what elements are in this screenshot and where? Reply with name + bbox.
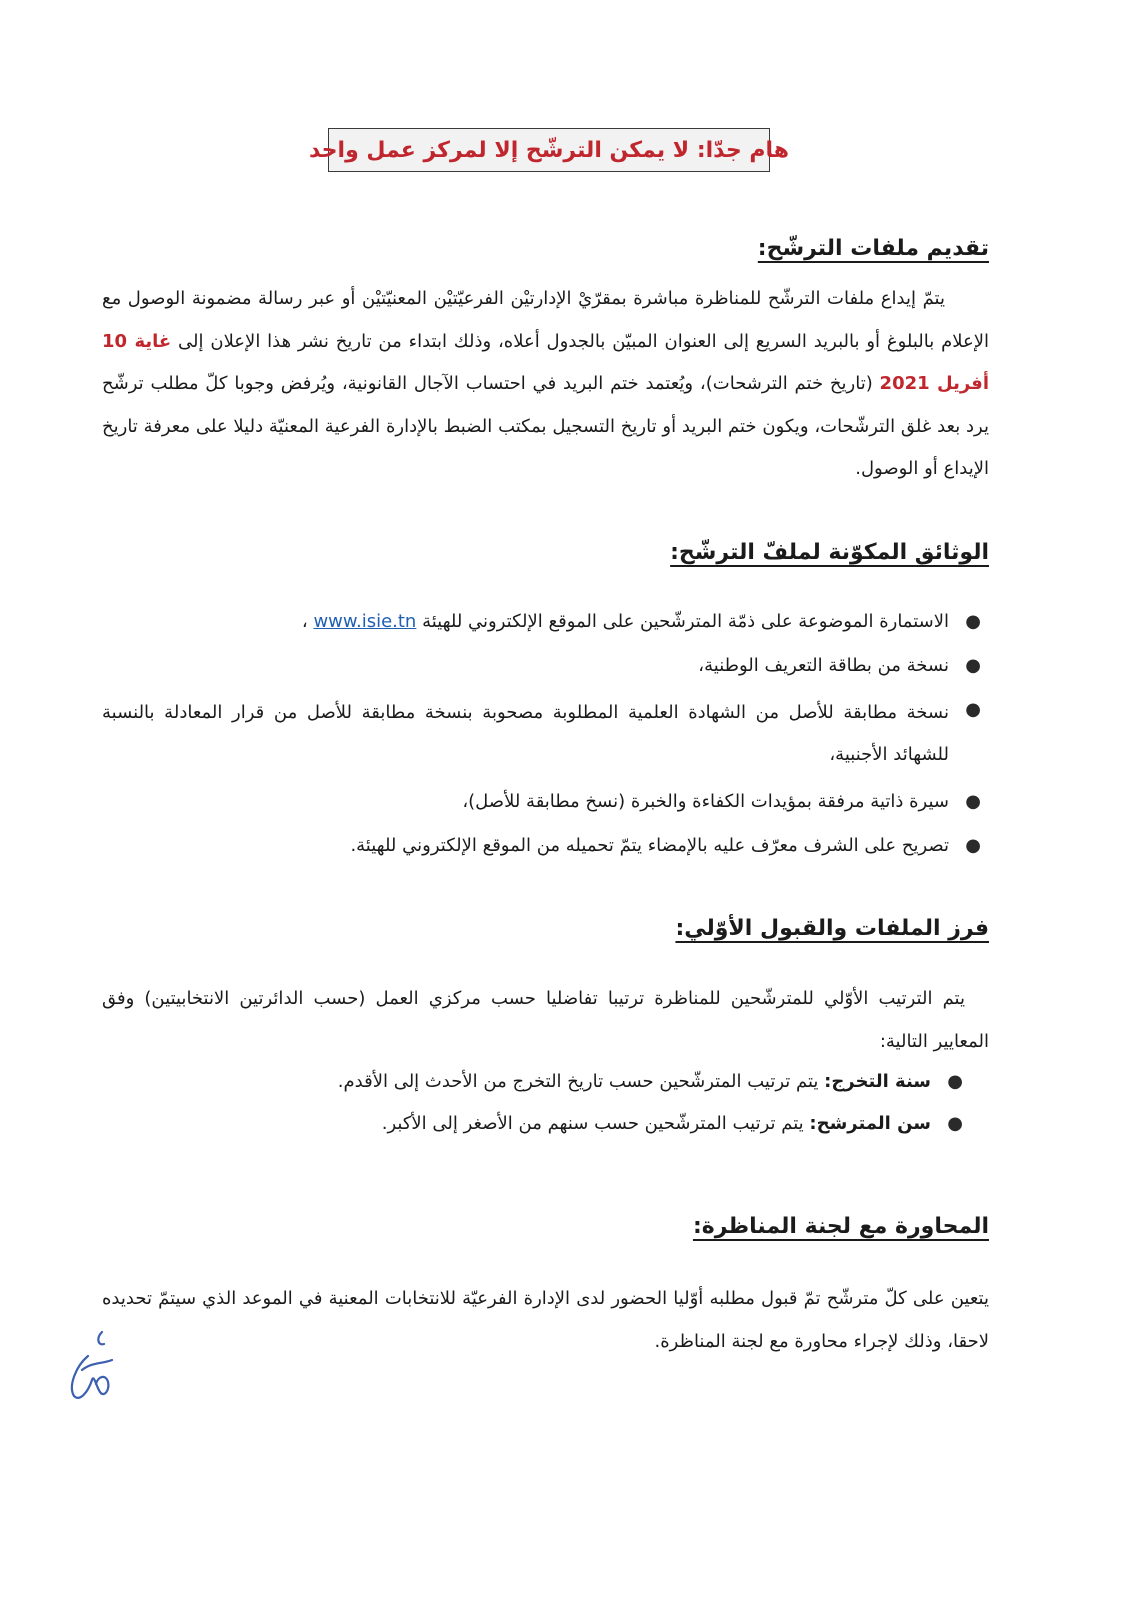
bullet-dot-icon: ●: [965, 835, 981, 856]
isie-website-link[interactable]: www.isie.tn: [313, 611, 417, 632]
bullet-dot-icon: ●: [965, 611, 981, 632]
list-item: ● نسخة مطابقة للأصل من الشهادة العلمية المطلوبة مصحوبة بنسخة مطابقة للأصل من قرار المعادلة بالنسبة للشهائد الأجنبية،: [102, 692, 989, 776]
documents-list: [102, 604, 989, 872]
submission-text-start: يتمّ إيداع ملفات الترشّح للمناظرة مباشرة بمقرّيْ الإدارتيْن الفرعيّتيْن المعنيّتيْن أو عبر رسالة مضمونة الوصول مع الإعلام بالبلوغ أو بالبريد السريع إلى العنوان المبيّن بالجدول أعلاه، وذلك ابتداء من تاريخ نشر هذا الإعلان إلى: [102, 288, 989, 352]
list-item: ● سيرة ذاتية مرفقة بمؤيدات الكفاءة والخبرة (نسخ مطابقة للأصل)،: [102, 784, 989, 820]
bullet-dot-icon: ●: [947, 1071, 963, 1092]
section-heading-interview: المحاورة مع لجنة المناظرة:: [692, 1214, 989, 1239]
criteria-list: [102, 1064, 971, 1148]
list-item: ● الاستمارة الموضوعة على ذمّة المترشّحين على الموقع الإلكتروني للهيئة www.isie.tn ،: [102, 604, 989, 640]
bullet-dot-icon: ●: [965, 791, 981, 812]
list-item: ● سن المترشح: يتم ترتيب المترشّحين حسب سنهم من الأصغر إلى الأكبر.: [102, 1106, 971, 1142]
sorting-paragraph: يتم الترتيب الأوّلي للمترشّحين للمناظرة ترتيبا تفاضليا حسب مركزي العمل (حسب الدائرتين الانتخابيتين) وفق المعايير التالية:: [102, 988, 989, 1052]
section-heading-sorting: فرز الملفات والقبول الأوّلي:: [675, 916, 989, 941]
important-notice-box: [308, 128, 790, 172]
criterion-label: سنة التخرج:: [824, 1071, 931, 1092]
criterion-label: سن المترشح:: [809, 1113, 931, 1134]
handwritten-signature: [58, 1326, 128, 1406]
bullet-dot-icon: ●: [965, 699, 981, 720]
list-item: ● تصريح على الشرف معرّف عليه بالإمضاء يتمّ تحميله من الموقع الإلكتروني للهيئة.: [102, 828, 989, 864]
section-heading-documents: الوثائق المكوّنة لملفّ الترشّح:: [670, 540, 989, 565]
notice-text: هام جدّا: لا يمكن الترشّح إلا لمركز عمل واحد: [308, 137, 790, 163]
deadline-date: غاية 10 أفريل 2021: [102, 330, 989, 394]
submission-text-end: (تاريخ ختم الترشحات)، ويُعتمد ختم البريد في احتساب الآجال القانونية، ويُرفض وجوبا كلّ مطلب ترشّح يرد بعد غلق الترشّحات، ويكون ختم البريد أو تاريخ التسجيل بمكتب الضبط بالإدارة الفرعية المعنيّة دليلا على معرفة تاريخ الإيداع أو الوصول.: [102, 373, 989, 479]
bullet-dot-icon: ●: [947, 1113, 963, 1134]
interview-paragraph: يتعين على كلّ مترشّح تمّ قبول مطلبه أوّليا الحضور لدى الإدارة الفرعيّة للانتخابات المعنية في الموعد الذي سيتمّ تحديده لاحقا، وذلك لإجراء محاورة مع لجنة المناظرة.: [102, 1288, 989, 1352]
submission-paragraph: [102, 278, 989, 491]
list-item: ● نسخة من بطاقة التعريف الوطنية،: [102, 648, 989, 684]
list-item: ● سنة التخرج: يتم ترتيب المترشّحين حسب تاريخ التخرج من الأحدث إلى الأقدم.: [102, 1064, 971, 1100]
section-heading-submission: تقديم ملفات الترشّح:: [757, 236, 989, 261]
bullet-dot-icon: ●: [965, 655, 981, 676]
